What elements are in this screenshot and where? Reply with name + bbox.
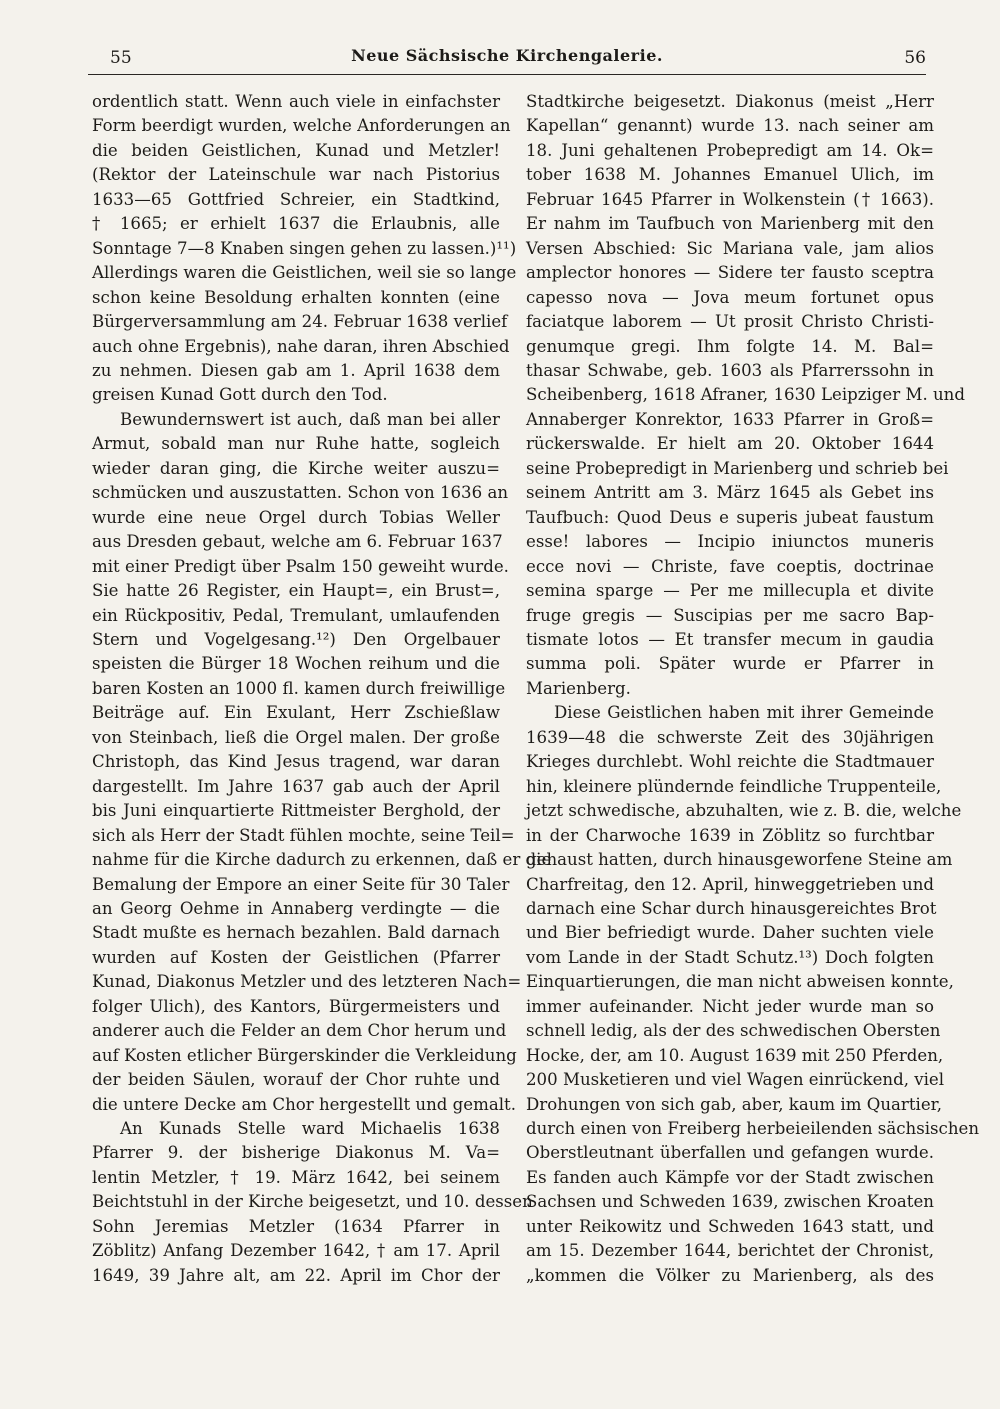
text-line: bis Juni einquartierte Rittmeister Berghold, der bbox=[92, 801, 500, 821]
text-line: schmücken und auszustatten. Schon von 1636 an bbox=[92, 483, 509, 503]
text-line: anderer auch die Felder an dem Chor herum und bbox=[92, 1021, 507, 1041]
text-line: thasar Schwabe, geb. 1603 als Pfarrerssohn in bbox=[526, 360, 934, 380]
running-title: Neue Sächsische Kirchengalerie. bbox=[351, 46, 663, 65]
text-line: Marienberg. bbox=[526, 678, 631, 698]
text-line: Versen Abschied: Sic Mariana vale, jam alios bbox=[526, 238, 934, 258]
page-number-right: 56 bbox=[904, 48, 926, 68]
text-line: summa poli. Später wurde er Pfarrer in bbox=[526, 654, 934, 674]
text-line: faciatque laborem — Ut prosit Christo Christi- bbox=[526, 312, 934, 332]
text-line: 1639—48 die schwerste Zeit des 30jährigen bbox=[526, 727, 934, 747]
text-line: Kunad, Diakonus Metzler und des letzteren Nach= bbox=[92, 972, 522, 992]
text-line: Er nahm im Taufbuch von Marienberg mit den bbox=[526, 214, 934, 234]
text-line: auch ohne Ergebnis), nahe daran, ihren Abschied bbox=[92, 336, 510, 356]
text-line: greisen Kunad Gott durch den Tod. bbox=[92, 385, 388, 405]
text-line: Christoph, das Kind Jesus tragend, war daran bbox=[92, 752, 500, 772]
text-line: baren Kosten an 1000 fl. kamen durch freiwillige bbox=[92, 678, 506, 698]
text-line: darnach eine Schar durch hinausgereichtes Brot bbox=[526, 898, 937, 918]
text-line: schon keine Besoldung erhalten konnten (eine bbox=[92, 287, 500, 307]
text-line: auf Kosten etlicher Bürgerskinder die Verkleidung bbox=[92, 1045, 517, 1065]
text-line: Drohungen von sich gab, aber, kaum im Quartier, bbox=[526, 1094, 943, 1114]
text-line: und Bier befriedigt wurde. Daher suchten viele bbox=[526, 923, 934, 943]
text-line: aus Dresden gebaut, welche am 6. Februar 1637 bbox=[92, 532, 503, 552]
text-line: seinem Antritt am 3. März 1645 als Gebet ins bbox=[526, 483, 934, 503]
text-line: tober 1638 M. Johannes Emanuel Ulich, im bbox=[526, 165, 934, 185]
text-line: fruge gregis — Suscipias per me sacro Bap- bbox=[526, 605, 934, 625]
text-line: esse! labores — Incipio iniunctos muneris bbox=[526, 532, 934, 552]
text-line: 18. Juni gehaltenen Probepredigt am 14. Ok= bbox=[526, 140, 934, 160]
text-line: Charfreitag, den 12. April, hinweggetrieben und bbox=[526, 874, 934, 894]
page-number-left: 55 bbox=[110, 48, 132, 68]
text-line: Es fanden auch Kämpfe vor der Stadt zwischen bbox=[526, 1167, 934, 1187]
text-line: Oberstleutnant überfallen und gefangen wurde. bbox=[526, 1143, 934, 1163]
text-line: 200 Musketieren und viel Wagen einrückend, viel bbox=[526, 1070, 945, 1090]
text-line: vom Lande in der Stadt Schutz.¹³) Doch folgten bbox=[526, 947, 934, 967]
text-line: Stern und Vogelgesang.¹²) Den Orgelbauer bbox=[92, 629, 500, 649]
text-line: schnell ledig, als der des schwedischen Obersten bbox=[526, 1021, 941, 1041]
text-line: wurden auf Kosten der Geistlichen (Pfarrer bbox=[92, 947, 500, 967]
text-line: Krieges durchlebt. Wohl reichte die Stadtmauer bbox=[526, 752, 934, 772]
text-line: gehaust hatten, durch hinausgeworfene Steine am bbox=[526, 850, 953, 870]
text-line: ein Rückpositiv, Pedal, Tremulant, umlaufenden bbox=[92, 605, 500, 625]
text-line: unter Reikowitz und Schweden 1643 statt, und bbox=[526, 1216, 934, 1236]
text-line: Februar 1645 Pfarrer in Wolkenstein († 1663). bbox=[526, 189, 934, 209]
text-line: Beichtstuhl in der Kirche beigesetzt, und 10. dessen bbox=[92, 1192, 533, 1212]
text-line: (Rektor der Lateinschule war nach Pistorius bbox=[92, 165, 500, 185]
text-line: die beiden Geistlichen, Kunad und Metzler! bbox=[92, 140, 500, 160]
text-line: Allerdings waren die Geistlichen, weil sie so lange bbox=[92, 263, 517, 283]
text-line: nahme für die Kirche dadurch zu erkennen, daß er die bbox=[92, 850, 552, 870]
text-line: rückerswalde. Er hielt am 20. Oktober 1644 bbox=[526, 434, 934, 454]
text-line: von Steinbach, ließ die Orgel malen. Der große bbox=[92, 727, 500, 747]
text-line: Pfarrer 9. der bisherige Diakonus M. Va= bbox=[92, 1143, 500, 1163]
left-text-column bbox=[92, 90, 552, 1288]
text-line: folger Ulich), des Kantors, Bürgermeisters und bbox=[92, 996, 500, 1016]
running-header bbox=[88, 44, 926, 75]
text-line: Bemalung der Empore an einer Seite für 30 Taler bbox=[92, 874, 510, 894]
text-line: ecce novi — Christe, fave coeptis, doctrinae bbox=[526, 556, 934, 576]
text-line: jetzt schwedische, abzuhalten, wie z. B. die, welche bbox=[526, 801, 962, 821]
text-line: am 15. Dezember 1644, berichtet der Chronist, bbox=[526, 1241, 934, 1261]
text-line: Stadtkirche beigesetzt. Diakonus (meist „Herr bbox=[526, 92, 934, 111]
text-line: Sie hatte 26 Register, ein Haupt=, ein Brust=, bbox=[92, 581, 500, 601]
text-line: speisten die Bürger 18 Wochen reihum und die bbox=[92, 654, 500, 674]
text-line: tismate lotos — Et transfer mecum in gaudia bbox=[526, 629, 934, 649]
text-line: der beiden Säulen, worauf der Chor ruhte und bbox=[92, 1070, 500, 1090]
text-line: hin, kleinere plündernde feindliche Truppenteile, bbox=[526, 776, 942, 796]
text-line: An Kunads Stelle ward Michaelis 1638 bbox=[120, 1119, 500, 1139]
text-line: amplector honores — Sidere ter fausto sceptra bbox=[526, 263, 934, 283]
text-line: immer aufeinander. Nicht jeder wurde man so bbox=[526, 996, 934, 1016]
text-line: wurde eine neue Orgel durch Tobias Weller bbox=[92, 507, 500, 527]
text-line: Hocke, der, am 10. August 1639 mit 250 Pferden, bbox=[526, 1045, 944, 1065]
text-line: mit einer Predigt über Psalm 150 geweiht wurde. bbox=[92, 556, 509, 576]
text-line: Beiträge auf. Ein Exulant, Herr Zschießlaw bbox=[92, 703, 500, 723]
text-line: sich als Herr der Stadt fühlen mochte, seine Teil= bbox=[92, 825, 515, 845]
text-line: Einquartierungen, die man nicht abweisen konnte, bbox=[526, 972, 954, 992]
text-line: semina sparge — Per me millecupla et divite bbox=[526, 581, 934, 601]
text-line: Bewundernswert ist auch, daß man bei aller bbox=[120, 409, 500, 429]
text-line: Armut, sobald man nur Ruhe hatte, sogleich bbox=[92, 434, 500, 454]
text-line: Sonntage 7—8 Knaben singen gehen zu lassen.)¹¹) bbox=[92, 238, 517, 258]
right-text-column bbox=[526, 90, 980, 1288]
text-line: Kapellan“ genannt) wurde 13. nach seiner am bbox=[526, 116, 934, 136]
text-line: Diese Geistlichen haben mit ihrer Gemeinde bbox=[554, 703, 934, 723]
text-line: 1649, 39 Jahre alt, am 22. April im Chor der bbox=[92, 1265, 500, 1285]
text-line: Sachsen und Schweden 1639, zwischen Kroaten bbox=[526, 1192, 934, 1212]
text-line: die untere Decke am Chor hergestellt und gemalt. bbox=[92, 1094, 516, 1114]
text-line: zu nehmen. Diesen gab am 1. April 1638 dem bbox=[92, 360, 500, 380]
text-line: in der Charwoche 1639 in Zöblitz so furchtbar bbox=[526, 825, 934, 845]
text-line: capesso nova — Jova meum fortunet opus bbox=[526, 287, 934, 307]
text-line: an Georg Oehme in Annaberg verdingte — die bbox=[92, 898, 500, 918]
text-line: Annaberger Konrektor, 1633 Pfarrer in Groß= bbox=[526, 409, 934, 429]
text-line: Scheibenberg, 1618 Afraner, 1630 Leipziger M. und bbox=[526, 385, 965, 405]
text-line: Stadt mußte es hernach bezahlen. Bald darnach bbox=[92, 923, 500, 943]
text-line: durch einen von Freiberg herbeieilenden sächsischen bbox=[526, 1119, 980, 1139]
text-line: Sohn Jeremias Metzler (1634 Pfarrer in bbox=[92, 1216, 500, 1236]
text-line: † 1665; er erhielt 1637 die Erlaubnis, alle bbox=[92, 214, 500, 234]
text-line: Zöblitz) Anfang Dezember 1642, † am 17. April bbox=[92, 1241, 500, 1261]
text-line: 1633—65 Gottfried Schreier, ein Stadtkind, bbox=[92, 189, 500, 209]
text-line: dargestellt. Im Jahre 1637 gab auch der April bbox=[92, 776, 500, 796]
text-line: lentin Metzler, † 19. März 1642, bei seinem bbox=[92, 1167, 500, 1187]
text-line: genumque gregi. Ihm folgte 14. M. Bal= bbox=[526, 336, 934, 356]
text-line: seine Probepredigt in Marienberg und schrieb bei bbox=[526, 458, 949, 478]
text-line: ordentlich statt. Wenn auch viele in einfachster bbox=[92, 92, 500, 111]
text-line: Form beerdigt wurden, welche Anforderungen an bbox=[92, 116, 511, 136]
text-line: „kommen die Völker zu Marienberg, als des bbox=[526, 1265, 934, 1285]
text-line: Taufbuch: Quod Deus e superis jubeat faustum bbox=[526, 507, 934, 527]
text-line: Bürgerversammlung am 24. Februar 1638 verlief bbox=[92, 312, 508, 332]
text-line: wieder daran ging, die Kirche weiter auszu= bbox=[92, 458, 500, 478]
